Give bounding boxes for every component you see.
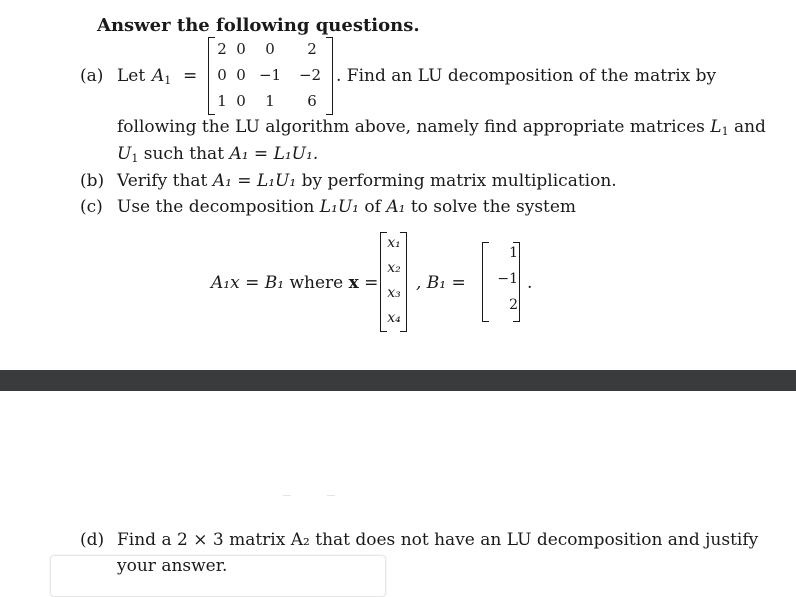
part-a-line3: $U_1$ such that A₁ = L₁U₁. <box>117 144 319 165</box>
matrix-a1-cell: 2 <box>217 40 227 58</box>
part-a-label: (a) <box>80 66 104 86</box>
matrix-a1-cell: 0 <box>236 66 246 84</box>
b-vector-entry: 2 <box>509 297 518 313</box>
x-vector-entry: x₃ <box>387 285 401 301</box>
matrix-a1-cell: 2 <box>307 40 317 58</box>
matrix-a1-cell: 0 <box>236 92 246 110</box>
page-heading: Answer the following questions. <box>97 15 420 36</box>
part-d-label: (d) <box>80 530 105 550</box>
x-vector-entry: x₂ <box>387 260 401 276</box>
matrix-a1-cell: 0 <box>265 40 275 58</box>
part-a-line2: following the LU algorithm above, namely find appropriate matrices $L_1$ and <box>117 117 766 138</box>
part-d-line2: your answer. <box>117 556 228 576</box>
divider-banner <box>0 370 796 391</box>
part-b-text: Verify that A₁ = L₁U₁ by performing matrix multiplication. <box>117 171 617 191</box>
b-vector-label: , B₁ = <box>416 273 466 293</box>
part-d-line1: Find a 2 × 3 matrix A₂ that does not have an LU decomposition and justify <box>117 530 759 550</box>
divider-speck <box>283 495 291 496</box>
part-a-matrix-name: $A_1$ <box>152 66 172 87</box>
matrix-a1-cell: 1 <box>217 92 227 110</box>
x-vector-entry: x₄ <box>387 310 401 326</box>
system-end-period: . <box>527 273 533 293</box>
matrix-a1-cell: −2 <box>298 66 322 84</box>
matrix-a1-cell: 1 <box>265 92 275 110</box>
x-vector-entry: x₁ <box>387 235 401 251</box>
matrix-a1-cell: 0 <box>236 40 246 58</box>
matrix-a1-cell: 0 <box>217 66 227 84</box>
part-a-after-matrix: . Find an LU decomposition of the matrix by <box>336 66 717 86</box>
matrix-a1-cell: 6 <box>307 92 317 110</box>
matrix-a1-cell: −1 <box>258 66 282 84</box>
part-a-let: Let <box>117 66 146 86</box>
system-equation: A₁x = B₁ where x = <box>211 273 379 293</box>
part-a-equals: = <box>183 66 198 86</box>
part-c-text: Use the decomposition L₁U₁ of A₁ to solve the system <box>117 197 577 217</box>
b-vector-entry: −1 <box>497 271 518 287</box>
divider-speck <box>327 495 335 496</box>
part-b-label: (b) <box>80 171 105 191</box>
part-c-label: (c) <box>80 197 103 217</box>
matrix-a1-right-bracket <box>326 37 333 115</box>
b-vector-entry: 1 <box>509 245 518 261</box>
